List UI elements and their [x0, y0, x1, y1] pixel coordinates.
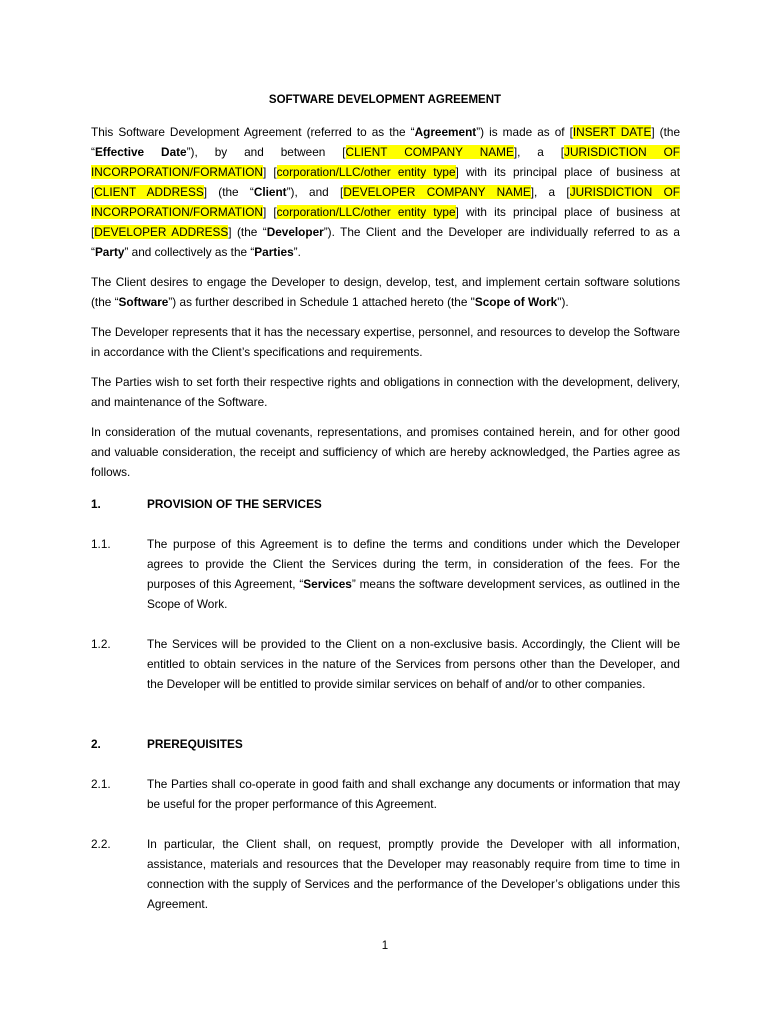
text-run: ] with its principal place of business at [ — [91, 165, 680, 199]
text-run: ” means the software development services, as outlined in the Scope of Work. — [147, 577, 680, 611]
text-run: The purpose of this Agreement is to define the terms and conditions under which the Developer agrees to provide the Client the Services during the term, in consideration of the fees. For the purposes of this Agreement, “ — [147, 537, 680, 591]
clause-number: 2.1. — [91, 777, 111, 791]
defined-term-developer: Developer — [266, 225, 324, 239]
clause-number: 1.1. — [91, 537, 111, 551]
placeholder-client-jurisdiction: JURISDICTION OF INCORPORATION/FORMATION — [91, 145, 680, 179]
defined-term-software: Software — [118, 295, 169, 309]
text-run: ”) as further described in Schedule 1 attached hereto (the " — [168, 295, 475, 309]
rights-obligations-paragraph: The Parties wish to set forth their respective rights and obligations in connection with the development, delivery, and maintenance of the Software. — [91, 375, 680, 409]
preamble-paragraph — [91, 122, 680, 262]
text-run: The Client desires to engage the Developer to design, develop, test, and implement certain software solutions (the “ — [91, 275, 680, 309]
text-run: ”). The Client and the Developer are individually referred to as a “ — [91, 225, 680, 259]
text-run: ”), and [ — [286, 185, 344, 199]
text-run: ], a [ — [513, 145, 565, 159]
placeholder-insert-date: INSERT DATE — [572, 125, 652, 139]
text-run: ] (the “ — [91, 125, 681, 159]
placeholder-client-entity-type: corporation/LLC/other entity type — [276, 165, 456, 179]
text-run: "). — [557, 295, 569, 309]
text-run: ”) is made as of [ — [476, 125, 573, 139]
section-number: 2. — [91, 737, 101, 751]
defined-term-parties: Parties — [254, 245, 294, 259]
section-title: PREREQUISITES — [147, 737, 243, 751]
text-run: ] with its principal place of business at [ — [91, 205, 680, 239]
defined-term-services: Services — [303, 577, 352, 591]
software-paragraph — [91, 272, 680, 312]
clause-number: 1.2. — [91, 637, 111, 651]
placeholder-developer-address: DEVELOPER ADDRESS — [94, 225, 229, 239]
text-run: ”. — [293, 245, 301, 259]
consideration-paragraph: In consideration of the mutual covenants, representations, and promises contained herein, and for other good and valuable consideration, the receipt and sufficiency of which are hereby acknowledged, the Parties agree as follows. — [91, 425, 680, 479]
page-number: 1 — [381, 940, 389, 952]
text-run: ] [ — [262, 205, 277, 219]
text-run: ], a [ — [530, 185, 570, 199]
defined-term-party: Party — [94, 245, 125, 259]
intro-body — [91, 122, 680, 492]
clause-text — [147, 534, 680, 614]
document-title: SOFTWARE DEVELOPMENT AGREEMENT — [268, 94, 502, 106]
defined-term-agreement: Agreement — [414, 125, 477, 139]
placeholder-client-company-name: CLIENT COMPANY NAME — [345, 145, 514, 159]
clause-text: The Services will be provided to the Client on a non-exclusive basis. Accordingly, the Client will be entitled to obtain services in the nature of the Services from persons other than the Developer, and the Developer will be entitled to provide similar services on behalf of and/or to other companies. — [147, 637, 680, 691]
defined-term-scope-of-work: Scope of Work — [474, 295, 558, 309]
clause-number: 2.2. — [91, 837, 111, 851]
clause-text: In particular, the Client shall, on request, promptly provide the Developer with all information, assistance, materials and resources that the Developer may reasonably require from time to time in connection with the supply of Services and the performance of the Developer’s obligations under this Agreement. — [147, 837, 680, 911]
text-run: ” and collectively as the “ — [124, 245, 255, 259]
section-title: PROVISION OF THE SERVICES — [147, 497, 322, 511]
placeholder-developer-company-name: DEVELOPER COMPANY NAME — [343, 185, 531, 199]
section-number: 1. — [91, 497, 101, 511]
placeholder-developer-jurisdiction: JURISDICTION OF INCORPORATION/FORMATION — [91, 185, 680, 219]
text-run: ] [ — [262, 165, 277, 179]
text-run: This Software Development Agreement (referred to as the “ — [91, 125, 415, 139]
placeholder-developer-entity-type: corporation/LLC/other entity type — [276, 205, 456, 219]
defined-term-client: Client — [253, 185, 287, 199]
clause-text: The Parties shall co-operate in good faith and shall exchange any documents or information that may be useful for the proper performance of this Agreement. — [147, 777, 680, 811]
text-run: ] (the “ — [203, 185, 254, 199]
text-run: ] (the “ — [228, 225, 267, 239]
defined-term-effective-date: Effective Date — [94, 145, 187, 159]
placeholder-client-address: CLIENT ADDRESS — [94, 185, 204, 199]
text-run: ”), by and between [ — [186, 145, 346, 159]
developer-representation-paragraph: The Developer represents that it has the necessary expertise, personnel, and resources to develop the Software in accordance with the Client’s specifications and requirements. — [91, 325, 680, 359]
